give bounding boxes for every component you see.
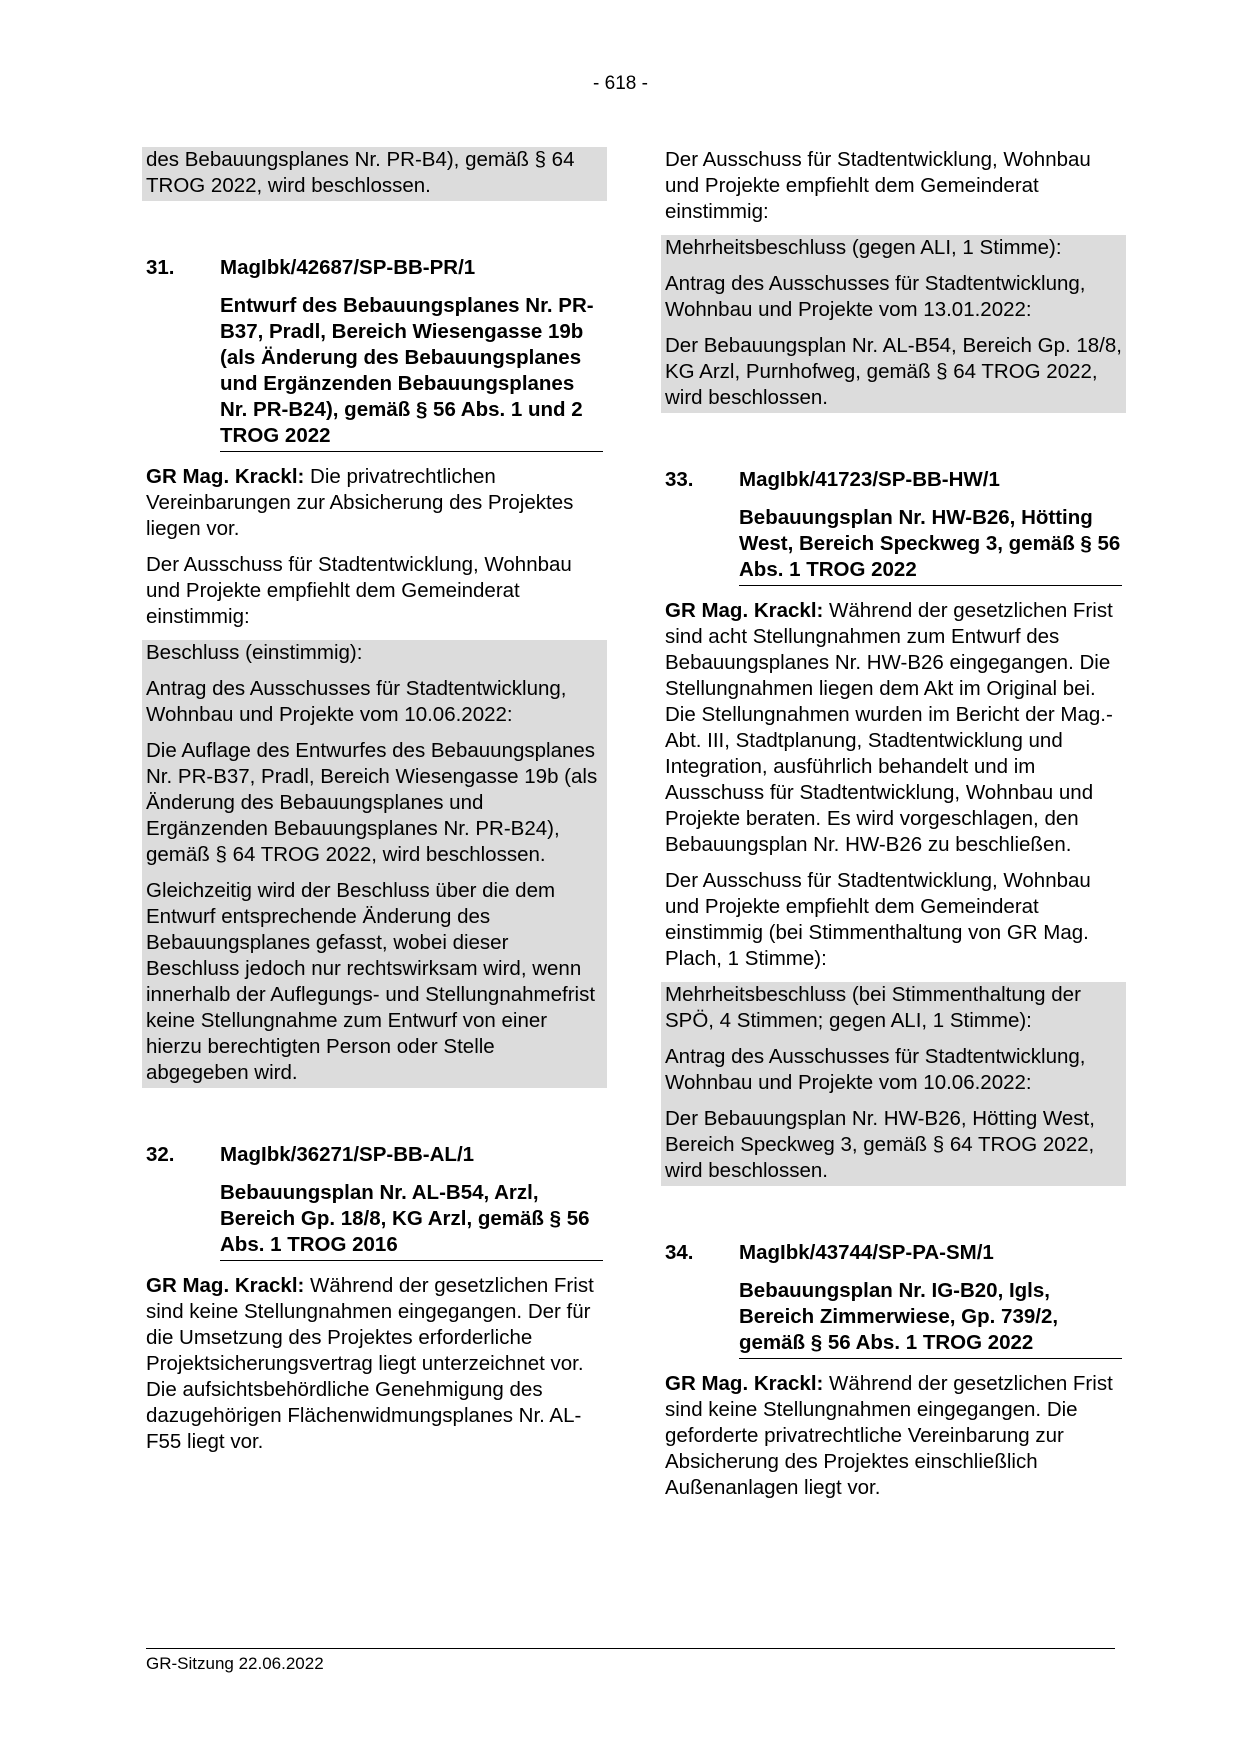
speech-paragraph <box>665 1371 1122 1501</box>
speech-paragraph <box>665 598 1122 858</box>
item-number: 32. <box>146 1143 175 1166</box>
item-title: Entwurf des Bebauungsplanes Nr. PR-B37, Pradl, Bereich Wiesengasse 19b (als Änderung des Bebauungsplanes und Ergänzenden Bebauungsplanes Nr. PR-B24), gemäß § 56 Abs. 1 und 2 TROG 2022 <box>220 293 603 452</box>
speech-paragraph <box>146 464 603 542</box>
item-title: Bebauungsplan Nr. IG-B20, Igls, Bereich Zimmerwiese, Gp. 739/2, gemäß § 56 Abs. 1 TROG 2022 <box>739 1278 1122 1359</box>
decision-text: des Bebauungsplanes Nr. PR-B4), gemäß § 64 TROG 2022, wird beschlossen. <box>146 148 575 197</box>
agenda-item-34 <box>665 1240 1122 1359</box>
item-31-body <box>146 464 603 630</box>
speech-text: Die privatrechtlichen Vereinbarungen zur Absicherung des Projektes liegen vor. <box>146 465 574 540</box>
speaker-name: GR Mag. Krackl: <box>146 1274 305 1297</box>
item-reference: MagIbk/43744/SP-PA-SM/1 <box>739 1241 994 1264</box>
resolution-type: Mehrheitsbeschluss (bei Stimmenthaltung der SPÖ, 4 Stimmen; gegen ALI, 1 Stimme): <box>665 983 1081 1032</box>
item-32-resolution-block <box>661 235 1126 413</box>
decision-text-2: Gleichzeitig wird der Beschluss über die dem Entwurf entsprechende Änderung des Bebauungsplanes gefasst, wobei dieser Beschluss jedoch nur rechtswirksam wird, wenn innerhalb der Auflegungs- und Stellungnahmefrist keine Stellungnahme zum Entwurf von einer hierzu berechtigten Person oder Stelle abgegeben wird. <box>146 879 596 1084</box>
item-32-continued <box>665 147 1122 225</box>
agenda-item-32 <box>146 1142 603 1261</box>
item-32-body <box>146 1273 603 1455</box>
speaker-name: GR Mag. Krackl: <box>665 1372 824 1395</box>
footer-session-date: GR-Sitzung 22.06.2022 <box>146 1654 324 1673</box>
speech-paragraph <box>146 1273 603 1455</box>
motion-text: Antrag des Ausschusses für Stadtentwicklung, Wohnbau und Projekte vom 10.06.2022: <box>665 1045 1086 1094</box>
decision-text: Der Bebauungsplan Nr. HW-B26, Hötting West, Bereich Speckweg 3, gemäß § 64 TROG 2022, wird beschlossen. <box>665 1107 1095 1182</box>
motion-text: Antrag des Ausschusses für Stadtentwicklung, Wohnbau und Projekte vom 13.01.2022: <box>665 272 1086 321</box>
decision-text: Der Bebauungsplan Nr. AL-B54, Bereich Gp. 18/8, KG Arzl, Purnhofweg, gemäß § 64 TROG 2022, wird beschlossen. <box>665 334 1122 409</box>
speaker-name: GR Mag. Krackl: <box>146 465 305 488</box>
speech-text: Während der gesetzlichen Frist sind acht Stellungnahmen zum Entwurf des Bebauungsplanes Nr. HW-B26 eingegangen. Die Stellungnahmen liegen dem Akt im Original bei. Die Stellungnahmen wurden im Bericht der Mag.-Abt. III, Stadtplanung, Stadtentwicklung und Integration, ausführlich behandelt und im Ausschuss für Stadtentwicklung, Wohnbau und Projekte beraten. Es wird vorgeschlagen, den Bebauungsplan Nr. HW-B26 zu beschließen. <box>665 599 1113 856</box>
committee-recommendation: Der Ausschuss für Stadtentwicklung, Wohnbau und Projekte empfiehlt dem Gemeinderat einstimmig: <box>146 553 572 628</box>
right-column <box>665 147 1122 1511</box>
decision-text: Die Auflage des Entwurfes des Bebauungsplanes Nr. PR-B37, Pradl, Bereich Wiesengasse 19b (als Änderung des Bebauungsplanes und Ergänzenden Bebauungsplanes Nr. PR-B24), gemäß § 64 TROG 2022, wird beschlossen. <box>146 739 598 866</box>
item-reference: MagIbk/36271/SP-BB-AL/1 <box>220 1143 475 1166</box>
item-number: 31. <box>146 256 175 279</box>
committee-recommendation: Der Ausschuss für Stadtentwicklung, Wohnbau und Projekte empfiehlt dem Gemeinderat einstimmig (bei Stimmenthaltung von GR Mag. Plach, 1 Stimme): <box>665 869 1091 970</box>
left-column <box>146 147 603 1465</box>
motion-text: Antrag des Ausschusses für Stadtentwicklung, Wohnbau und Projekte vom 10.06.2022: <box>146 677 567 726</box>
item-33-resolution-block <box>661 982 1126 1186</box>
item-reference: MagIbk/41723/SP-BB-HW/1 <box>739 468 1000 491</box>
intro-decision-block <box>142 147 607 201</box>
committee-recommendation: Der Ausschuss für Stadtentwicklung, Wohnbau und Projekte empfiehlt dem Gemeinderat einstimmig: <box>665 148 1091 223</box>
item-title: Bebauungsplan Nr. HW-B26, Hötting West, Bereich Speckweg 3, gemäß § 56 Abs. 1 TROG 2022 <box>739 505 1122 586</box>
item-number: 33. <box>665 468 694 491</box>
speech-text: Während der gesetzlichen Frist sind keine Stellungnahmen eingegangen. Die geforderte privatrechtliche Vereinbarung zur Absicherung des Projektes einschließlich Außenanlagen liegt vor. <box>665 1372 1113 1499</box>
speaker-name: GR Mag. Krackl: <box>665 599 824 622</box>
agenda-item-33 <box>665 467 1122 586</box>
agenda-item-31 <box>146 255 603 452</box>
item-title: Bebauungsplan Nr. AL-B54, Arzl, Bereich Gp. 18/8, KG Arzl, gemäß § 56 Abs. 1 TROG 2016 <box>220 1180 603 1261</box>
item-33-body <box>665 598 1122 972</box>
item-reference: MagIbk/42687/SP-BB-PR/1 <box>220 256 476 279</box>
item-number: 34. <box>665 1241 694 1264</box>
resolution-type: Beschluss (einstimmig): <box>146 641 363 664</box>
footer-divider <box>146 1648 1115 1649</box>
item-34-body <box>665 1371 1122 1501</box>
speech-text: Während der gesetzlichen Frist sind keine Stellungnahmen eingegangen. Der für die Umsetzung des Projektes erforderliche Projektsicherungsvertrag liegt unterzeichnet vor. Die aufsichtsbehördliche Genehmigung des dazugehörigen Flächenwidmungsplanes Nr. AL-F55 liegt vor. <box>146 1274 594 1453</box>
item-31-resolution-block <box>142 640 607 1088</box>
page-number: - 618 - <box>593 73 648 94</box>
resolution-type: Mehrheitsbeschluss (gegen ALI, 1 Stimme): <box>665 236 1062 259</box>
